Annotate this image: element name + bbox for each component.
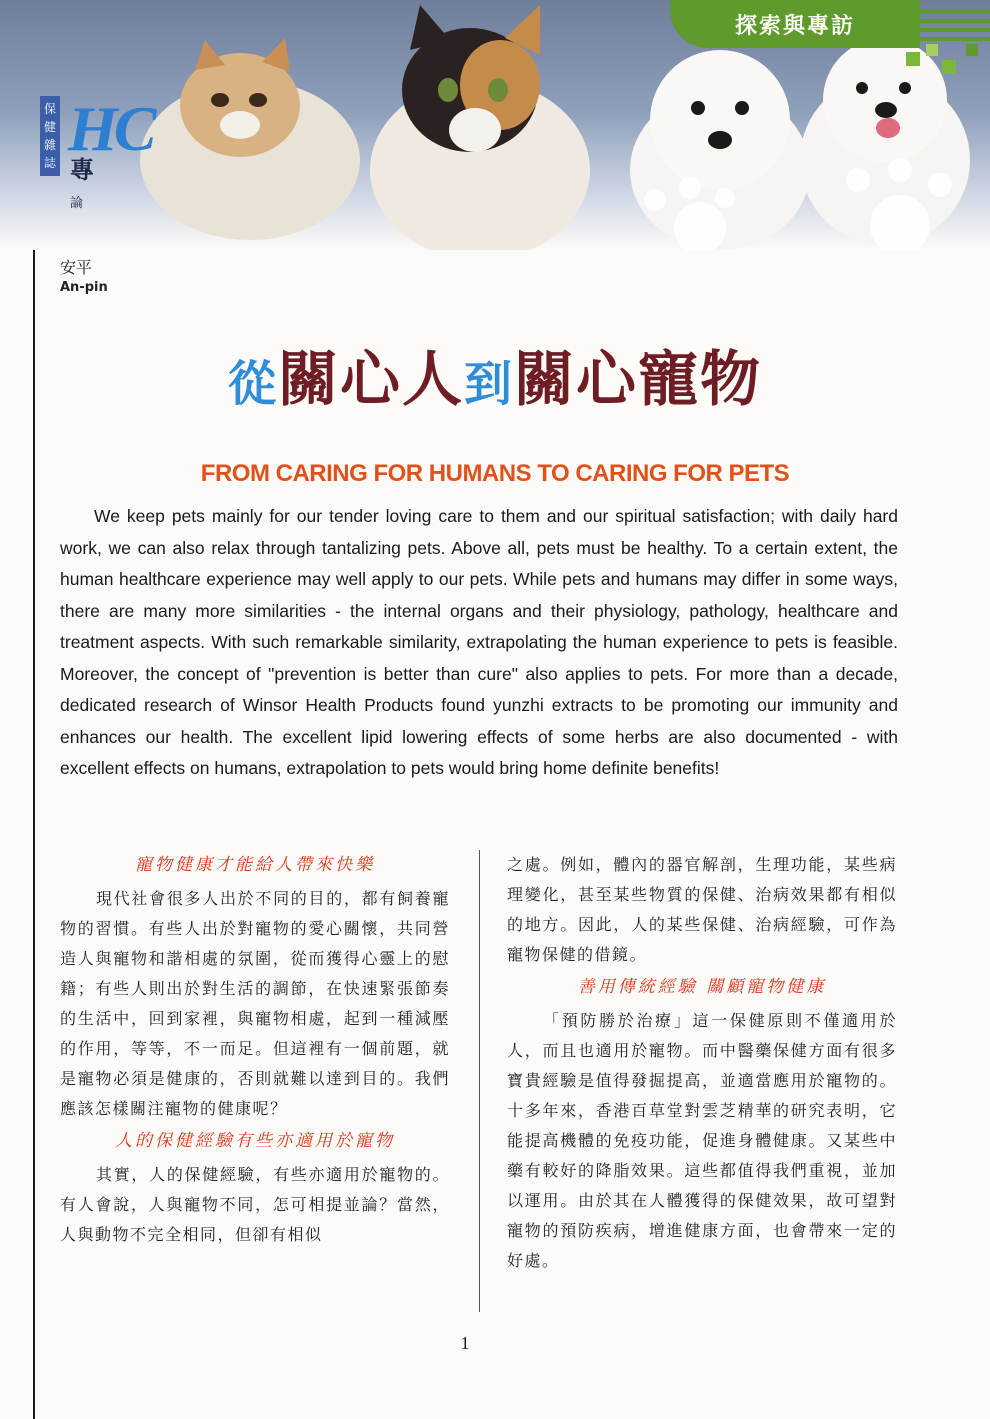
logo-text: HC (68, 93, 153, 164)
author-name-zh: 安平 (60, 258, 93, 277)
author-name-en: An-pin (60, 280, 108, 295)
section-heading: 人的保健經驗有些亦適用於寵物 (115, 1131, 395, 1151)
column-label: 專論 (70, 156, 94, 211)
body-paragraph: 「預防勝於治療」這一保健原則不僅適用於人，而且也適用於寵物。而中醫藥保健方面有很多寶貴經驗是值得發掘提高，並適當應用於寵物的。十多年來，香港百草堂對雲芝精華的研究表明，它能提高機體的免疫功能，促進身體健康。又某些中藥有較好的降脂效果。這些都值得我們重視，並加以運用。由於其在人體獲得的保健效果，故可望對寵物的預防疾病，增進健康方面，也會帶來一定的好處。 (507, 1011, 897, 1270)
tag-stripes (900, 10, 990, 46)
magazine-vertical-label: 保健雜誌 (40, 96, 60, 176)
hero-banner (0, 0, 990, 250)
author-byline (60, 255, 108, 295)
column-right (507, 850, 897, 1276)
decor-square (942, 60, 956, 74)
decor-square (966, 44, 978, 56)
column-divider (479, 850, 480, 1312)
body-paragraph: 現代社會很多人出於不同的目的，都有飼養寵物的習慣。有些人出於對寵物的愛心關懷，共同營造人與寵物和諧相處的氛圍，從而獲得心靈上的慰籍；有些人則出於對生活的調節，在快速緊張節奏的生活中，回到家裡，與寵物相處，起到一種減壓的作用，等等，不一而足。但這裡有一個前題，就是寵物必須是健康的，否則就難以達到目的。我們應該怎樣關注寵物的健康呢？ (60, 889, 450, 1118)
column-left (60, 848, 450, 1250)
body-paragraph: 其實，人的保健經驗，有些亦適用於寵物的。有人會說，人與寵物不同，怎可相提並論？當然，人與動物不完全相同，但卻有相似 (60, 1165, 450, 1244)
english-title: FROM CARING FOR HUMANS TO CARING FOR PETS (200, 460, 790, 487)
section-tag: 探索與專訪 (670, 0, 920, 48)
decor-square (906, 52, 920, 66)
article-title: 從關心人到關心寵物 (227, 345, 763, 415)
section-heading: 寵物健康才能給人帶來快樂 (135, 855, 375, 875)
body-paragraph: 之處。例如，體內的器官解剖，生理功能，某些病理變化，甚至某些物質的保健、治病效果都有相似的地方。因此，人的某些保健、治病經驗，可作為寵物保健的借鏡。 (507, 855, 897, 964)
decor-square (926, 44, 938, 56)
english-abstract: We keep pets mainly for our tender loving care to them and our spiritual satisfaction; with daily hard work, we can also relax through tantalizing pets. Above all, pets must be healthy. To a certain extent, the human healthcare experience may well apply to our pets. While pets and humans may differ in some ways, there are many more similarities - the internal organs and their physiology, pathology, healthcare and treatment aspects. With such remarkable similarity, extrapolating the human experience to pets is feasible. Moreover, the concept of "prevention is better than cure" also applies to pets. For more than a decade, dedicated research of Winsor Health Products found yunzhi extracts to be promoting our immunity and enhances our health. The excellent lipid lowering effects of some herbs are also documented - with excellent effects on humans, extrapolation to pets would bring home definite benefits! (60, 506, 898, 778)
page-number: 1 (460, 1333, 470, 1353)
section-heading: 善用傳統經驗 關顧寵物健康 (577, 977, 827, 997)
